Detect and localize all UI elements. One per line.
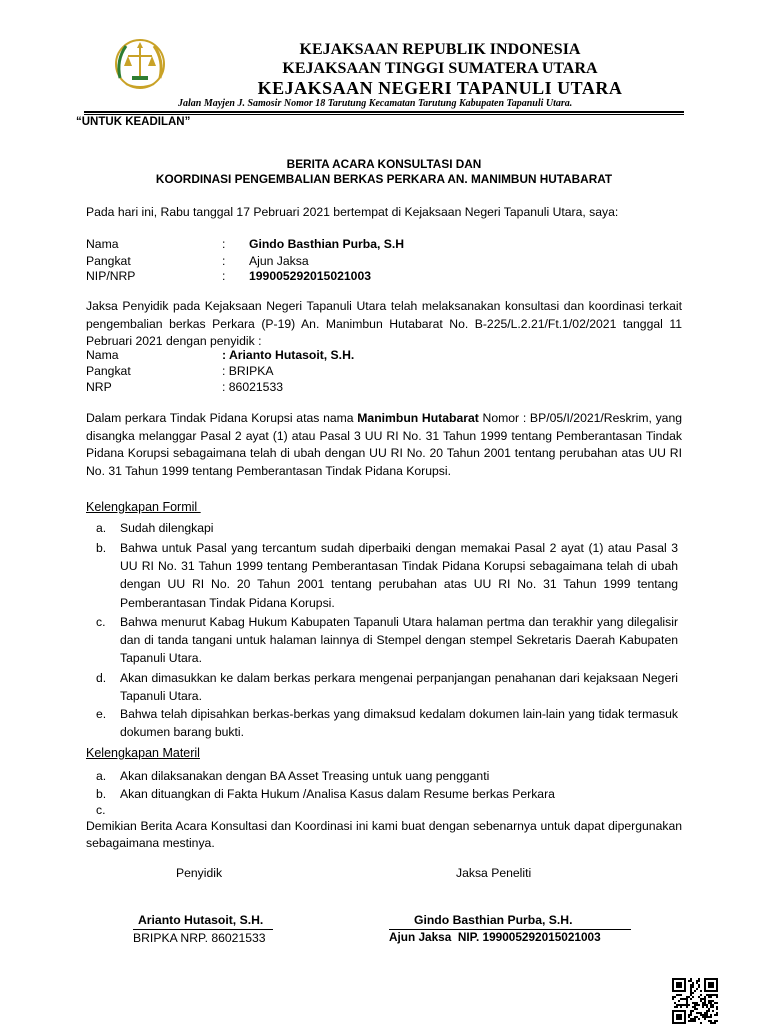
- letterhead-line-3: KEJAKSAAN NEGERI TAPANULI UTARA: [257, 78, 623, 98]
- letterhead-rule-thick: [84, 111, 684, 113]
- materil-item-a-text: Akan dilaksanakan dengan BA Asset Treasing untuk uang pengganti: [120, 769, 490, 783]
- formil-item-a-text: Sudah dilengkapi: [120, 521, 214, 535]
- materil-item-c-mark: c.: [96, 803, 106, 817]
- investigator-rank-value: : BRIPKA: [222, 364, 274, 378]
- officer-nip-label: NIP/NRP: [86, 269, 136, 283]
- motto: “UNTUK KEADILAN”: [76, 116, 191, 128]
- officer-name-label: Nama: [86, 237, 119, 251]
- officer-name-value: Gindo Basthian Purba, S.H: [249, 237, 405, 251]
- signature-left-role: Penyidik: [176, 866, 223, 880]
- investigator-name-value: : Arianto Hutasoit, S.H.: [222, 348, 355, 362]
- closing-paragraph: Demikian Berita Acara Konsultasi dan Koordinasi ini kami buat dengan sebenarnya untuk dapat dipergunakan sebagaimana mestinya.: [86, 819, 682, 850]
- materil-heading: Kelengkapan Materil: [86, 746, 200, 760]
- investigator-name-label: Nama: [86, 348, 119, 362]
- formil-item-d-mark: d.: [96, 671, 107, 685]
- signature-left-name: Arianto Hutasoit, S.H.: [138, 913, 264, 927]
- formil-item-a-mark: a.: [96, 521, 107, 535]
- formil-item-c-text: Bahwa menurut Kabag Hukum Kabupaten Tapanuli Utara halaman pertma dan terakhir yang dilegalisir dan di tanda tangani untuk halaman lainnya di Stempel dengan stempel Sekretaris Daerah Kabupaten Tapanuli Utara.: [120, 615, 678, 666]
- signature-left-rule: [133, 929, 273, 930]
- signature-right-id: Ajun Jaksa NIP. 199005292015021003: [389, 930, 601, 944]
- suspect-name: Manimbun Hutabarat: [357, 411, 479, 425]
- case-paragraph-post: Nomor : BP/05/I/2021/Reskrim, yang disangka melanggar Pasal 2 ayat (1) atau Pasal 3 UU RI No. 31 Tahun 1999 tentang Pemberantasan Tindak Pidana Korupsi sebagaimana telah di ubah dengan UU RI No. 20 Tahun 2001 tentang perubahan atas UU RI No. 31 Tahun 1999 tentang Pemberantasan Tindak Pidana Korupsi.: [86, 411, 683, 478]
- consultation-paragraph: Jaksa Penyidik pada Kejaksaan Negeri Tapanuli Utara telah melaksanakan konsultasi dan koordinasi terkait pengembalian berkas Perkara (P-19) An. Manimbun Hutabarat No. B-225/L.2.21/Ft.1/02/2021 tanggal 11 Pebruari 2021 dengan penyidik :: [86, 299, 682, 348]
- signature-left-id: BRIPKA NRP. 86021533: [133, 931, 266, 945]
- signature-right-name: Gindo Basthian Purba, S.H.: [414, 913, 573, 927]
- investigator-nrp-label: NRP: [86, 380, 112, 394]
- materil-item-b-mark: b.: [96, 787, 107, 801]
- officer-rank-value: Ajun Jaksa: [249, 254, 309, 268]
- qr-code: [672, 978, 718, 1024]
- letterhead-line-2: KEJAKSAAN TINGGI SUMATERA UTARA: [282, 60, 598, 77]
- formil-item-e-text: Bahwa telah dipisahkan berkas-berkas yang dimaksud kedalam dokumen lain-lain yang tidak termasuk dokumen barang bukti.: [120, 707, 678, 740]
- materil-item-a-mark: a.: [96, 769, 107, 783]
- signature-right-role: Jaksa Peneliti: [456, 866, 532, 880]
- officer-rank-sep: :: [222, 254, 226, 268]
- case-paragraph: [86, 410, 682, 480]
- formil-item-c-mark: c.: [96, 615, 106, 629]
- investigator-nrp-value: : 86021533: [222, 380, 283, 394]
- officer-nip-sep: :: [222, 269, 226, 283]
- letterhead-address: Jalan Mayjen J. Samosir Nomor 18 Tarutung Kecamatan Tarutung Kabupaten Tapanuli Utara.: [178, 98, 573, 109]
- document-title-line-1: BERITA ACARA KONSULTASI DAN: [286, 157, 482, 171]
- officer-name-sep: :: [222, 237, 226, 251]
- officer-rank-label: Pangkat: [86, 254, 131, 268]
- materil-item-b-text: Akan dituangkan di Fakta Hukum /Analisa Kasus dalam Resume berkas Perkara: [120, 787, 555, 801]
- formil-item-d-text: Akan dimasukkan ke dalam berkas perkara mengenai perpanjangan penahanan dari kejaksaan Negeri Tapanuli Utara.: [120, 671, 678, 704]
- formil-item-e-mark: e.: [96, 707, 107, 721]
- letterhead-line-1: KEJAKSAAN REPUBLIK INDONESIA: [299, 41, 581, 58]
- case-paragraph-pre: Dalam perkara Tindak Pidana Korupsi atas nama: [86, 411, 358, 425]
- formil-heading: Kelengkapan Formil: [86, 500, 201, 514]
- officer-nip-value: 199005292015021003: [249, 269, 372, 283]
- investigator-rank-label: Pangkat: [86, 364, 131, 378]
- formil-item-b-text: Bahwa untuk Pasal yang tercantum sudah diperbaiki dengan memakai Pasal 2 ayat (1) atau Pasal 3 UU RI No. 31 Tahun 1999 tentang Pemberantasan Tindak Pidana Korupsi sebagaimana telah di ubah dengan UU RI No. 20 Tahun 2001 tentang perubahan atas UU RI No. 31 Tahun 1999 tentang Pemberantasan Tindak Pidana Korupsi.: [120, 541, 678, 610]
- document-title-line-2: KOORDINASI PENGEMBALIAN BERKAS PERKARA AN. MANIMBUN HUTABARAT: [155, 172, 613, 186]
- letterhead-rule-thin: [84, 114, 684, 115]
- opening-paragraph: Pada hari ini, Rabu tanggal 17 Pebruari 2021 bertempat di Kejaksaan Negeri Tapanuli Utara, saya:: [86, 205, 619, 219]
- formil-item-b-mark: b.: [96, 541, 107, 555]
